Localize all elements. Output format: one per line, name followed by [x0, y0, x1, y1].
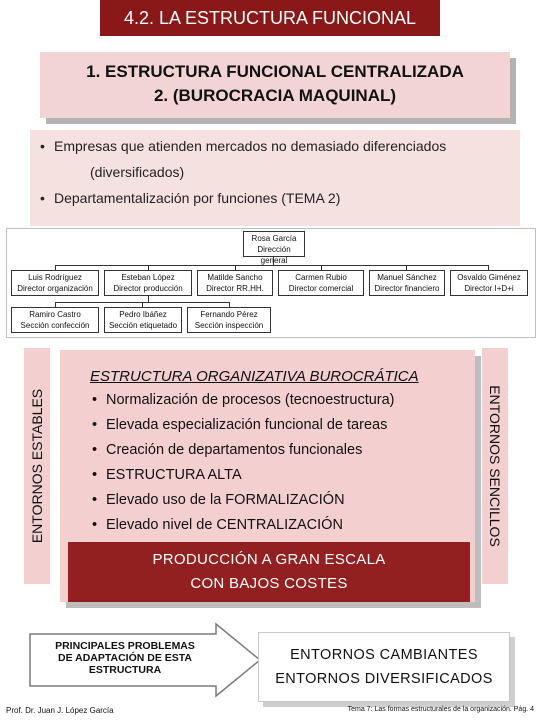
- org-node-level1: [369, 270, 445, 296]
- org-node-name: Matilde Sancho: [207, 273, 263, 282]
- feature-item: • Elevada especialización funcional de tareas: [92, 417, 388, 433]
- environments-box: [258, 632, 510, 702]
- main-title-line1: 1. ESTRUCTURA FUNCIONAL CENTRALIZADA: [86, 62, 464, 81]
- org-node-name: Rosa García: [251, 234, 297, 243]
- feature-text: Elevada especialización funcional de tareas: [106, 417, 388, 433]
- org-node-role: Sección inspección: [194, 321, 264, 330]
- org-node-role: Director organización: [17, 284, 93, 293]
- feature-item: • Elevado uso de la FORMALIZACIÓN: [92, 492, 345, 508]
- org-node-name: Luis Rodríguez: [28, 273, 82, 282]
- feature-item: • ESTRUCTURA ALTA: [92, 467, 242, 483]
- environments-line2: ENTORNOS DIVERSIFICADOS: [275, 671, 493, 687]
- org-node-name: Ramiro Castro: [29, 310, 81, 319]
- org-node-name: Fernando Pérez: [200, 310, 258, 319]
- org-node-name: Esteban López: [121, 273, 175, 282]
- bullet-item: • Empresas que atienden mercados no demasiado diferenciados: [40, 138, 447, 154]
- org-node-name: Carmen Rubio: [295, 273, 347, 282]
- side-label-right: [482, 348, 508, 584]
- feature-item: • Normalización de procesos (tecnoestructura): [92, 392, 395, 408]
- org-node-level1: [278, 270, 364, 296]
- feature-item: • Creación de departamentos funcionales: [92, 442, 363, 458]
- org-node-level1: [11, 270, 99, 296]
- feature-text: Creación de departamentos funcionales: [106, 442, 363, 458]
- feature-text: ESTRUCTURA ALTA: [106, 467, 242, 483]
- org-node-role: Dirección general: [257, 245, 291, 265]
- production-line2: CON BAJOS COSTES: [190, 575, 348, 592]
- org-node-name: Manuel Sánchez: [377, 273, 437, 282]
- feature-text: Elevado uso de la FORMALIZACIÓN: [106, 492, 345, 508]
- main-title-line2: 2. (BUROCRACIA MAQUINAL): [153, 86, 397, 105]
- footer-author: Prof. Dr. Juan J. López García: [6, 706, 114, 715]
- header-bar: [100, 0, 440, 36]
- org-node-role: Director financiero: [374, 284, 440, 293]
- org-node-level1: [104, 270, 192, 296]
- header-title: 4.2. LA ESTRUCTURA FUNCIONAL: [123, 8, 417, 28]
- org-node-level2: [11, 307, 99, 333]
- side-label-right-text: ENTORNOS SENCILLOS: [487, 385, 503, 547]
- org-node-level2: [187, 307, 271, 333]
- bullet-text: (diversificados): [90, 164, 185, 180]
- org-node-role: Sección etiquetado: [108, 321, 178, 330]
- structure-title: ESTRUCTURA ORGANIZATIVA BUROCRÁTICA: [90, 368, 419, 385]
- org-node-level1: [450, 270, 528, 296]
- feature-text: Normalización de procesos (tecnoestructura): [106, 392, 395, 408]
- org-node-name: Pedro Ibáñez: [119, 310, 167, 319]
- org-node-role: Director producción: [113, 284, 183, 293]
- bullet-item-continuation: [90, 164, 184, 180]
- org-node-role: Director comercial: [288, 284, 354, 293]
- org-node-top: [243, 231, 305, 265]
- problems-text: PRINCIPALES PROBLEMAS DE ADAPTACIÓN DE ESTA ESTRUCTURA: [55, 640, 195, 676]
- side-label-left-text: ENTORNOS ESTABLES: [29, 388, 45, 544]
- bullet-item: • Departamentalización por funciones (TEMA 2): [40, 190, 341, 206]
- side-label-left: [24, 348, 50, 584]
- intro-bullets: [30, 130, 520, 226]
- org-node-name: Osvaldo Giménez: [457, 273, 521, 282]
- feature-item: • Elevado nivel de CENTRALIZACIÓN: [92, 517, 343, 533]
- environments-line1: ENTORNOS CAMBIANTES: [290, 647, 478, 663]
- main-title-box: [40, 52, 510, 118]
- production-banner: [68, 542, 470, 602]
- org-node-level2: [104, 307, 182, 333]
- org-chart: [6, 228, 536, 338]
- production-line1: PRODUCCIÓN A GRAN ESCALA: [152, 551, 386, 568]
- org-node-level1: [197, 270, 273, 296]
- feature-text: Elevado nivel de CENTRALIZACIÓN: [106, 517, 343, 533]
- org-node-role: Sección confección: [20, 321, 90, 330]
- org-node-role: Director RR.HH.: [206, 284, 264, 293]
- bullet-text: Empresas que atienden mercados no demasiado diferenciados: [54, 138, 447, 154]
- org-node-role: Director I+D+i: [464, 284, 514, 293]
- bullet-text: Departamentalización por funciones (TEMA 2): [54, 190, 341, 206]
- footer-page: Tema 7: Las formas estructurales de la organización. Pág. 4: [347, 706, 534, 713]
